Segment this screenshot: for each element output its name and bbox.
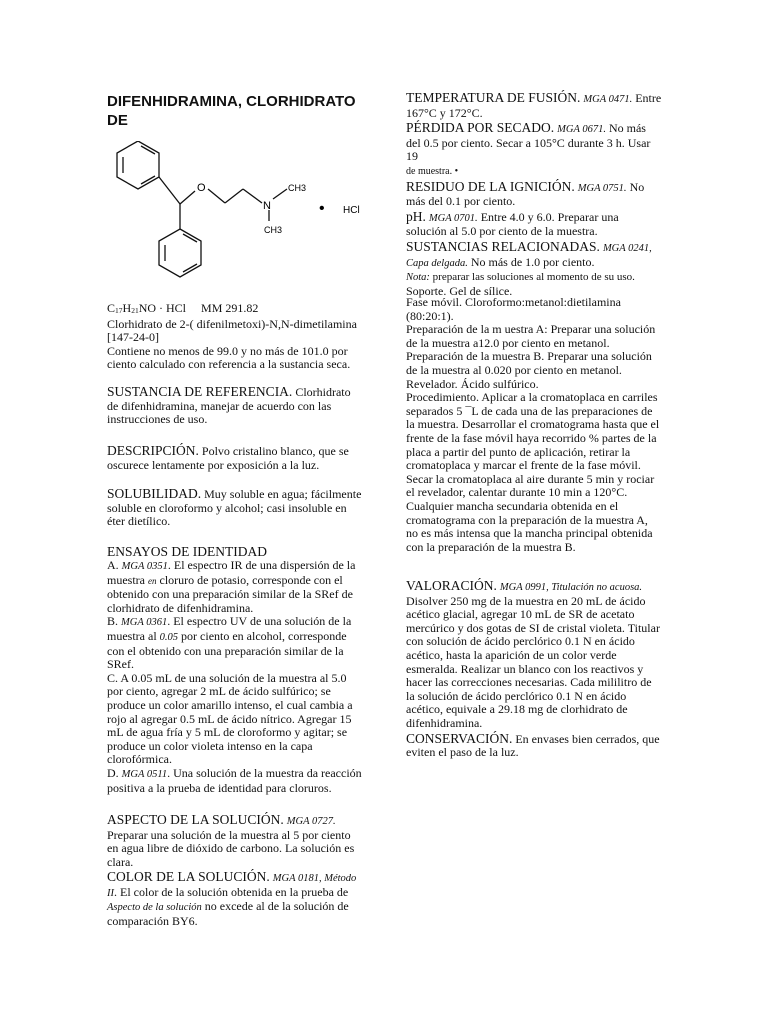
oxygen-label: O xyxy=(197,182,206,194)
identity-tests xyxy=(107,544,363,795)
reference-substance: SUSTANCIA DE REFERENCIA. Clorhidrato de difenhidramina, manejar de acuerdo con las instrucciones de uso. xyxy=(107,384,351,427)
molecular-formula: C17H21NO · HCl MM 291.82 xyxy=(107,301,259,315)
developer: Revelador. Ácido sulfúrico. xyxy=(406,376,539,391)
identity-test-c: C. A 0.05 mL de una solución de la muestra al 5.0 por ciento, agregar 2 mL de ácido sulfúrico; se produce un color amarillo intenso, el cual cambia a rojo al agregar 0.5 mL de ácido nítrico. Agregar 15 mL de agua fría y 5 mL de cloroformo y agitar; se produce un color violeta intenso en la capa clorofórmica. xyxy=(107,670,353,767)
methyl-label-bottom: CH3 xyxy=(264,225,283,235)
tests-block xyxy=(406,90,662,298)
assay-heading: VALORACIÓN. MGA 0991, Titulación no acuosa. xyxy=(406,578,643,593)
chemical-name: Clorhidrato de 2-( difenilmetoxi)-N,N-dimetilamina xyxy=(107,316,357,331)
identity-test-b: B. MGA 0361. El espectro UV de una solución de la muestra al 0.05 por ciento en alcohol, corresponde con el obtenido con una preparación similar de la SRef. xyxy=(107,614,352,672)
assay-text: Disolver 250 mg de la muestra en 20 mL de ácido acético glacial, agregar 10 mL de SR de acetato mercúrico y dos gotas de SI de cristal violeta. Titular con solución de ácido perclórico 0.1 N en ácido acético, hasta la aparición de un color verde esmeralda. Realizar un blanco con los reactivos y hacer las correcciones necesarias. Cada mililitro de la solución de ácido perclórico 0.1 N en ácido acético, equivale a 29.18 mg de clorhidrato de difenhidramina. xyxy=(406,593,660,730)
solution-aspect: ASPECTO DE LA SOLUCIÓN. MGA 0727. Preparar una solución de la muestra al 5 por ciento en agua libre de dióxido de carbono. La solución es clara. xyxy=(107,812,355,869)
loss-on-drying: PÉRDIDA POR SECADO. MGA 0671. No más del 0.5 por ciento. Secar a 105°C durante 3 h. Usar 19 de muestra. • xyxy=(406,120,651,177)
formula-block xyxy=(107,302,367,372)
content-spec: Contiene no menos de 99.0 y no más de 101.0 por ciento calculado con referencia a la sustancia seca. xyxy=(107,343,351,372)
description-section: DESCRIPCIÓN. Polvo cristalino blanco, que se oscurece lentamente por exposición a la luz. xyxy=(107,443,349,472)
chromatography-block xyxy=(406,296,662,554)
hcl-label: HCl xyxy=(343,205,360,216)
monograph-title: DIFENHIDRAMINA, CLORHIDRATO DE xyxy=(107,93,356,129)
identity-test-d: D. MGA 0511. Una solución de la muestra da reacción positiva a la prueba de identidad para cloruros. xyxy=(107,765,362,795)
mobile-phase: Fase móvil. Cloroformo:metanol:dietilamina (80:20:1). xyxy=(406,295,621,323)
procedure: Procedimiento. Aplicar a la cromatoplaca en carriles separados 5 ¯L de cada una de las preparaciones de la muestra. Desarrollar el cromatograma hasta que el frente de la fase móvil haya recorrido % partes de la placa a partir del punto de aplicación, retirar la cromatoplaca y marcar el frente de la fase móvil. Secar la cromatoplaca al aire durante 5 min y rociar el revelador, calentar durante 10 min a 120°C. Cualquier mancha secundaria obtenida en el cromatograma con la preparación de la muestra A, no es más intensa que la mancha principal obtenida con la preparación de la muestra B. xyxy=(406,390,660,554)
ph-test: pH. MGA 0701. Entre 4.0 y 6.0. Preparar una solución al 5.0 por ciento de la muestra. xyxy=(406,208,619,239)
cas-number: [147-24-0] xyxy=(107,330,159,345)
salt-bullet: • xyxy=(319,200,325,217)
storage: CONSERVACIÓN. En envases bien cerrados, que eviten el paso de la luz. xyxy=(406,730,660,760)
nitrogen-label: N xyxy=(263,200,271,212)
solubility-section: SOLUBILIDAD. Muy soluble en agua; fácilmente soluble en cloroformo y alcohol; casi insoluble en éter dietílico. xyxy=(107,486,362,529)
identity-test-a: A. MGA 0351. El espectro IR de una dispersión de la muestra en cloruro de potasio, corresponde con el obtenido con una preparación similar de la SRef de clorhidrato de difenhidramina. xyxy=(107,558,356,615)
melting-point: TEMPERATURA DE FUSIÓN. MGA 0471. Entre 167°C y 172°C. xyxy=(406,90,662,120)
assay-block xyxy=(406,578,662,760)
solution-color: COLOR DE LA SOLUCIÓN. MGA 0181, Método II. El color de la solución obtenida en la prueba de Aspecto de la solución no excede al de la solución de comparación BY6. xyxy=(107,869,357,928)
sample-prep-a: Preparación de la m uestra A: Preparar una solución de la muestra a12.0 por ciento en metanol. xyxy=(406,322,656,350)
residue-on-ignition: RESIDUO DE LA IGNICIÓN. MGA 0751. No más del 0.1 por ciento. xyxy=(406,178,645,209)
chemical-structure xyxy=(107,141,367,291)
molar-mass: MM 291.82 xyxy=(201,301,259,315)
sample-prep-b: Preparación de la muestra B. Preparar una solución de la muestra al 0.020 por ciento en metanol. xyxy=(406,349,652,377)
identity-heading: ENSAYOS DE IDENTIDAD xyxy=(107,544,267,559)
methyl-label-top: CH3 xyxy=(288,183,307,193)
related-substances: SUSTANCIAS RELACIONADAS. MGA 0241, Capa delgada. No más de 1.0 por ciento. Nota: preparar las soluciones al momento de su uso. Soporte. Gel de sílice. xyxy=(406,238,652,298)
